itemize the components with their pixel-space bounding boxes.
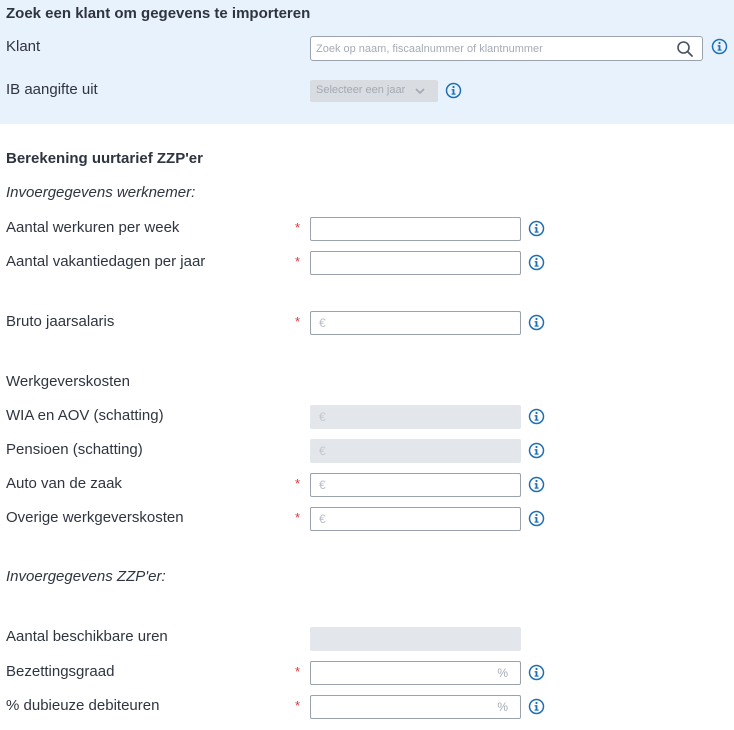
hours-per-week-info-icon[interactable] xyxy=(528,220,545,237)
company-car-label: Auto van de zaak xyxy=(6,475,122,492)
search-icon[interactable] xyxy=(676,40,694,58)
employer-costs-heading: Werkgeverskosten xyxy=(6,373,130,390)
gross-salary-label: Bruto jaarsalaris xyxy=(6,313,115,330)
other-employer-costs-info-icon[interactable] xyxy=(528,510,545,527)
vacation-days-label: Aantal vakantiedagen per jaar xyxy=(6,253,206,270)
currency-prefix: € xyxy=(319,512,326,526)
year-select-value: Selecteer een jaar xyxy=(316,84,406,96)
available-hours-label: Aantal beschikbare uren xyxy=(6,628,168,645)
required-marker: * xyxy=(295,314,301,329)
client-info-icon[interactable] xyxy=(711,38,728,55)
client-label: Klant xyxy=(6,38,41,55)
required-marker: * xyxy=(295,664,301,679)
required-marker: * xyxy=(295,254,301,269)
other-employer-costs-label: Overige werkgeverskosten xyxy=(6,509,184,526)
zzp-heading: Invoergegevens ZZP'er: xyxy=(6,568,166,585)
calc-title: Berekening uurtarief ZZP'er xyxy=(6,150,203,167)
percent-suffix: % xyxy=(497,666,508,680)
company-car-input[interactable] xyxy=(310,473,521,497)
bad-debts-input[interactable] xyxy=(310,695,521,719)
hours-per-week-label: Aantal werkuren per week xyxy=(6,219,180,236)
required-marker: * xyxy=(295,510,301,525)
currency-prefix: € xyxy=(319,478,326,492)
bad-debts-info-icon[interactable] xyxy=(528,698,545,715)
gross-salary-info-icon[interactable] xyxy=(528,314,545,331)
required-marker: * xyxy=(295,476,301,491)
ib-aangifte-info-icon[interactable] xyxy=(445,82,462,99)
import-panel-title: Zoek een klant om gegevens te importeren xyxy=(6,5,311,22)
currency-prefix: € xyxy=(319,444,326,458)
year-select[interactable] xyxy=(310,80,438,102)
employee-heading: Invoergegevens werknemer: xyxy=(6,184,196,201)
vacation-days-input[interactable] xyxy=(310,251,521,275)
client-search-input[interactable] xyxy=(316,40,671,57)
percent-suffix: % xyxy=(497,700,508,714)
available-hours-input xyxy=(310,627,521,651)
wia-aov-label: WIA en AOV (schatting) xyxy=(6,407,164,424)
required-marker: * xyxy=(295,698,301,713)
other-employer-costs-input[interactable] xyxy=(310,507,521,531)
currency-prefix: € xyxy=(319,316,326,330)
hours-per-week-input[interactable] xyxy=(310,217,521,241)
client-search-field[interactable] xyxy=(310,36,703,61)
occupancy-rate-input[interactable] xyxy=(310,661,521,685)
ib-aangifte-label: IB aangifte uit xyxy=(6,81,98,98)
vacation-days-info-icon[interactable] xyxy=(528,254,545,271)
occupancy-rate-info-icon[interactable] xyxy=(528,664,545,681)
wia-aov-input xyxy=(310,405,521,429)
wia-aov-info-icon[interactable] xyxy=(528,408,545,425)
import-panel xyxy=(0,0,734,124)
company-car-info-icon[interactable] xyxy=(528,476,545,493)
required-marker: * xyxy=(295,220,301,235)
pension-input xyxy=(310,439,521,463)
bad-debts-label: % dubieuze debiteuren xyxy=(6,697,160,714)
pension-label: Pensioen (schatting) xyxy=(6,441,143,458)
pension-info-icon[interactable] xyxy=(528,442,545,459)
currency-prefix: € xyxy=(319,410,326,424)
chevron-down-icon xyxy=(414,85,426,97)
occupancy-rate-label: Bezettingsgraad xyxy=(6,663,115,680)
gross-salary-input[interactable] xyxy=(310,311,521,335)
